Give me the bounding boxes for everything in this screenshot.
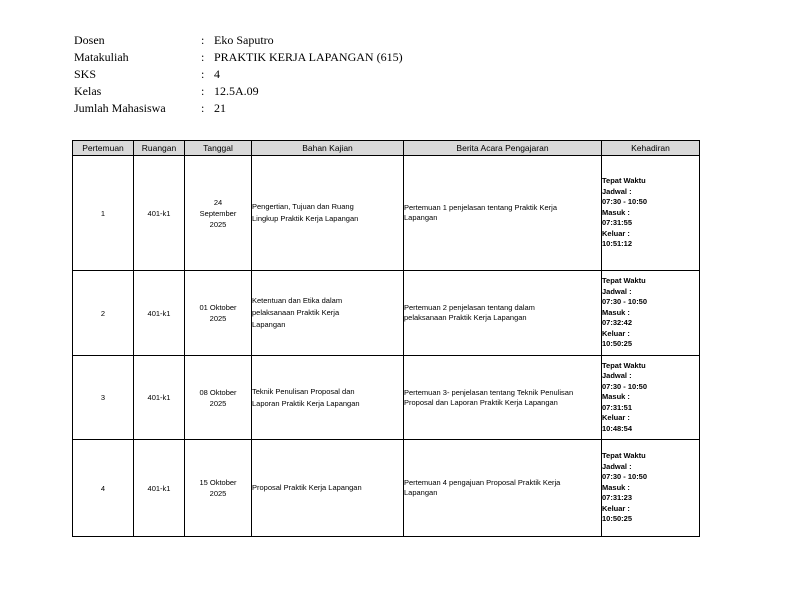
info-value: PRAKTIK KERJA LAPANGAN (615) [214, 50, 403, 64]
info-colon: : [201, 101, 205, 115]
kehadiran-line: Jadwal : [602, 286, 632, 296]
cell-pertemuan: 2 [73, 271, 134, 356]
kehadiran-line: 10:50:25 [602, 514, 633, 524]
cell-bahan-kajian [252, 356, 404, 440]
info-colon: : [201, 33, 205, 47]
kehadiran-line: Jadwal : [602, 461, 632, 471]
cell-pertemuan: 4 [73, 440, 134, 537]
cell-tanggal [185, 356, 252, 440]
cell-tanggal [185, 156, 252, 271]
kehadiran-line: Keluar : [602, 228, 630, 238]
kehadiran-status: Tepat Waktu [602, 360, 646, 370]
kehadiran-line: Keluar : [602, 413, 630, 423]
tanggal-line: 2025 [209, 398, 227, 408]
cell-pertemuan: 1 [73, 156, 134, 271]
tanggal-line: 08 Oktober [199, 387, 237, 397]
tanggal-line: 24 [213, 197, 223, 207]
column-header-ruangan: Ruangan [134, 141, 185, 156]
info-label: Jumlah Mahasiswa [74, 101, 166, 115]
cell-berita-acara [404, 440, 602, 537]
bahan-line: Pengertian, Tujuan dan Ruang [252, 202, 354, 211]
kehadiran-line: 07:31:55 [602, 218, 633, 228]
bahan-line: pelaksanaan Praktik Kerja [252, 308, 340, 317]
bahan-line: Lingkup Praktik Kerja Lapangan [252, 214, 359, 223]
info-value: 12.5A.09 [214, 84, 259, 98]
table-row [73, 271, 700, 356]
table-row [73, 440, 700, 537]
berita-line: pelaksanaan Praktik Kerja Lapangan [404, 313, 527, 322]
cell-ruangan: 401-k1 [134, 440, 185, 537]
bahan-line: Laporan Praktik Kerja Lapangan [252, 398, 360, 408]
cell-tanggal [185, 271, 252, 356]
info-value: 4 [214, 67, 220, 81]
attendance-table [72, 140, 700, 537]
cell-berita-acara [404, 271, 602, 356]
info-row-sks [74, 66, 403, 83]
bahan-line: Ketentuan dan Etika dalam [252, 296, 343, 305]
cell-kehadiran [602, 271, 700, 356]
cell-ruangan: 401-k1 [134, 271, 185, 356]
cell-pertemuan: 3 [73, 356, 134, 440]
berita-line: Pertemuan 4 pengajuan Proposal Praktik Kerja [404, 478, 561, 487]
table-header-row [73, 141, 700, 156]
bahan-line: Lapangan [252, 320, 286, 329]
table-row [73, 156, 700, 271]
tanggal-line: 2025 [209, 219, 227, 229]
kehadiran-line: Masuk : [602, 482, 630, 492]
info-row-matakuliah [74, 49, 403, 66]
cell-bahan-kajian [252, 156, 404, 271]
cell-kehadiran [602, 440, 700, 537]
info-colon: : [201, 50, 205, 64]
info-value: 21 [214, 101, 226, 115]
kehadiran-line: Masuk : [602, 207, 630, 217]
column-header-pertemuan: Pertemuan [73, 141, 134, 156]
kehadiran-line: Masuk : [602, 392, 630, 402]
kehadiran-line: Keluar : [602, 503, 630, 513]
kehadiran-line: 07:30 - 10:50 [602, 381, 648, 391]
info-row-jumlah-mahasiswa [74, 100, 403, 117]
column-header-tanggal: Tanggal [185, 141, 252, 156]
kehadiran-line: 07:30 - 10:50 [602, 197, 648, 207]
cell-tanggal [185, 440, 252, 537]
kehadiran-line: 10:48:54 [602, 423, 633, 433]
cell-berita-acara [404, 356, 602, 440]
berita-line: Lapangan [404, 488, 438, 497]
table-row [73, 356, 700, 440]
kehadiran-line: 07:30 - 10:50 [602, 472, 648, 482]
cell-kehadiran [602, 156, 700, 271]
column-header-berita-acara: Berita Acara Pengajaran [404, 141, 602, 156]
kehadiran-line: 10:51:12 [602, 239, 633, 249]
info-colon: : [201, 67, 205, 81]
berita-line: Pertemuan 3- penjelasan tentang Teknik Penulisan [404, 387, 574, 397]
tanggal-line: 15 Oktober [199, 478, 237, 487]
kehadiran-line: 07:32:42 [602, 318, 633, 328]
tanggal-line: 2025 [209, 314, 227, 323]
info-label: SKS [74, 67, 97, 81]
kehadiran-status: Tepat Waktu [602, 451, 646, 461]
kehadiran-line: 07:30 - 10:50 [602, 297, 648, 307]
kehadiran-line: Masuk : [602, 307, 630, 317]
info-colon: : [201, 84, 205, 98]
column-header-bahan-kajian: Bahan Kajian [252, 141, 404, 156]
kehadiran-line: 07:31:51 [602, 402, 633, 412]
course-info [74, 32, 403, 117]
info-label: Dosen [74, 33, 105, 47]
cell-ruangan: 401-k1 [134, 356, 185, 440]
tanggal-line: 2025 [209, 489, 227, 498]
cell-berita-acara [404, 156, 602, 271]
berita-line: Proposal dan Laporan Praktik Kerja Lapangan [404, 397, 558, 407]
bahan-line: Teknik Penulisan Proposal dan [252, 386, 355, 396]
kehadiran-line: Jadwal : [602, 371, 632, 381]
info-value: Eko Saputro [214, 33, 274, 47]
info-row-dosen [74, 32, 403, 49]
berita-line: Pertemuan 1 penjelasan tentang Praktik Kerja [404, 203, 558, 212]
kehadiran-status: Tepat Waktu [602, 176, 646, 186]
column-header-kehadiran: Kehadiran [602, 141, 700, 156]
kehadiran-line: Jadwal : [602, 186, 632, 196]
cell-bahan-kajian [252, 271, 404, 356]
kehadiran-status: Tepat Waktu [602, 276, 646, 286]
berita-line: Pertemuan 2 penjelasan tentang dalam [404, 303, 535, 312]
cell-bahan-kajian [252, 440, 404, 537]
bahan-line: Proposal Praktik Kerja Lapangan [252, 483, 362, 492]
tanggal-line: September [199, 208, 237, 218]
info-label: Kelas [74, 84, 102, 98]
info-row-kelas [74, 83, 403, 100]
berita-line: Lapangan [404, 213, 438, 222]
tanggal-line: 01 Oktober [199, 303, 237, 312]
cell-kehadiran [602, 356, 700, 440]
kehadiran-line: 10:50:25 [602, 339, 633, 349]
info-label: Matakuliah [74, 50, 129, 64]
kehadiran-line: Keluar : [602, 328, 630, 338]
cell-ruangan: 401-k1 [134, 156, 185, 271]
kehadiran-line: 07:31:23 [602, 493, 633, 503]
